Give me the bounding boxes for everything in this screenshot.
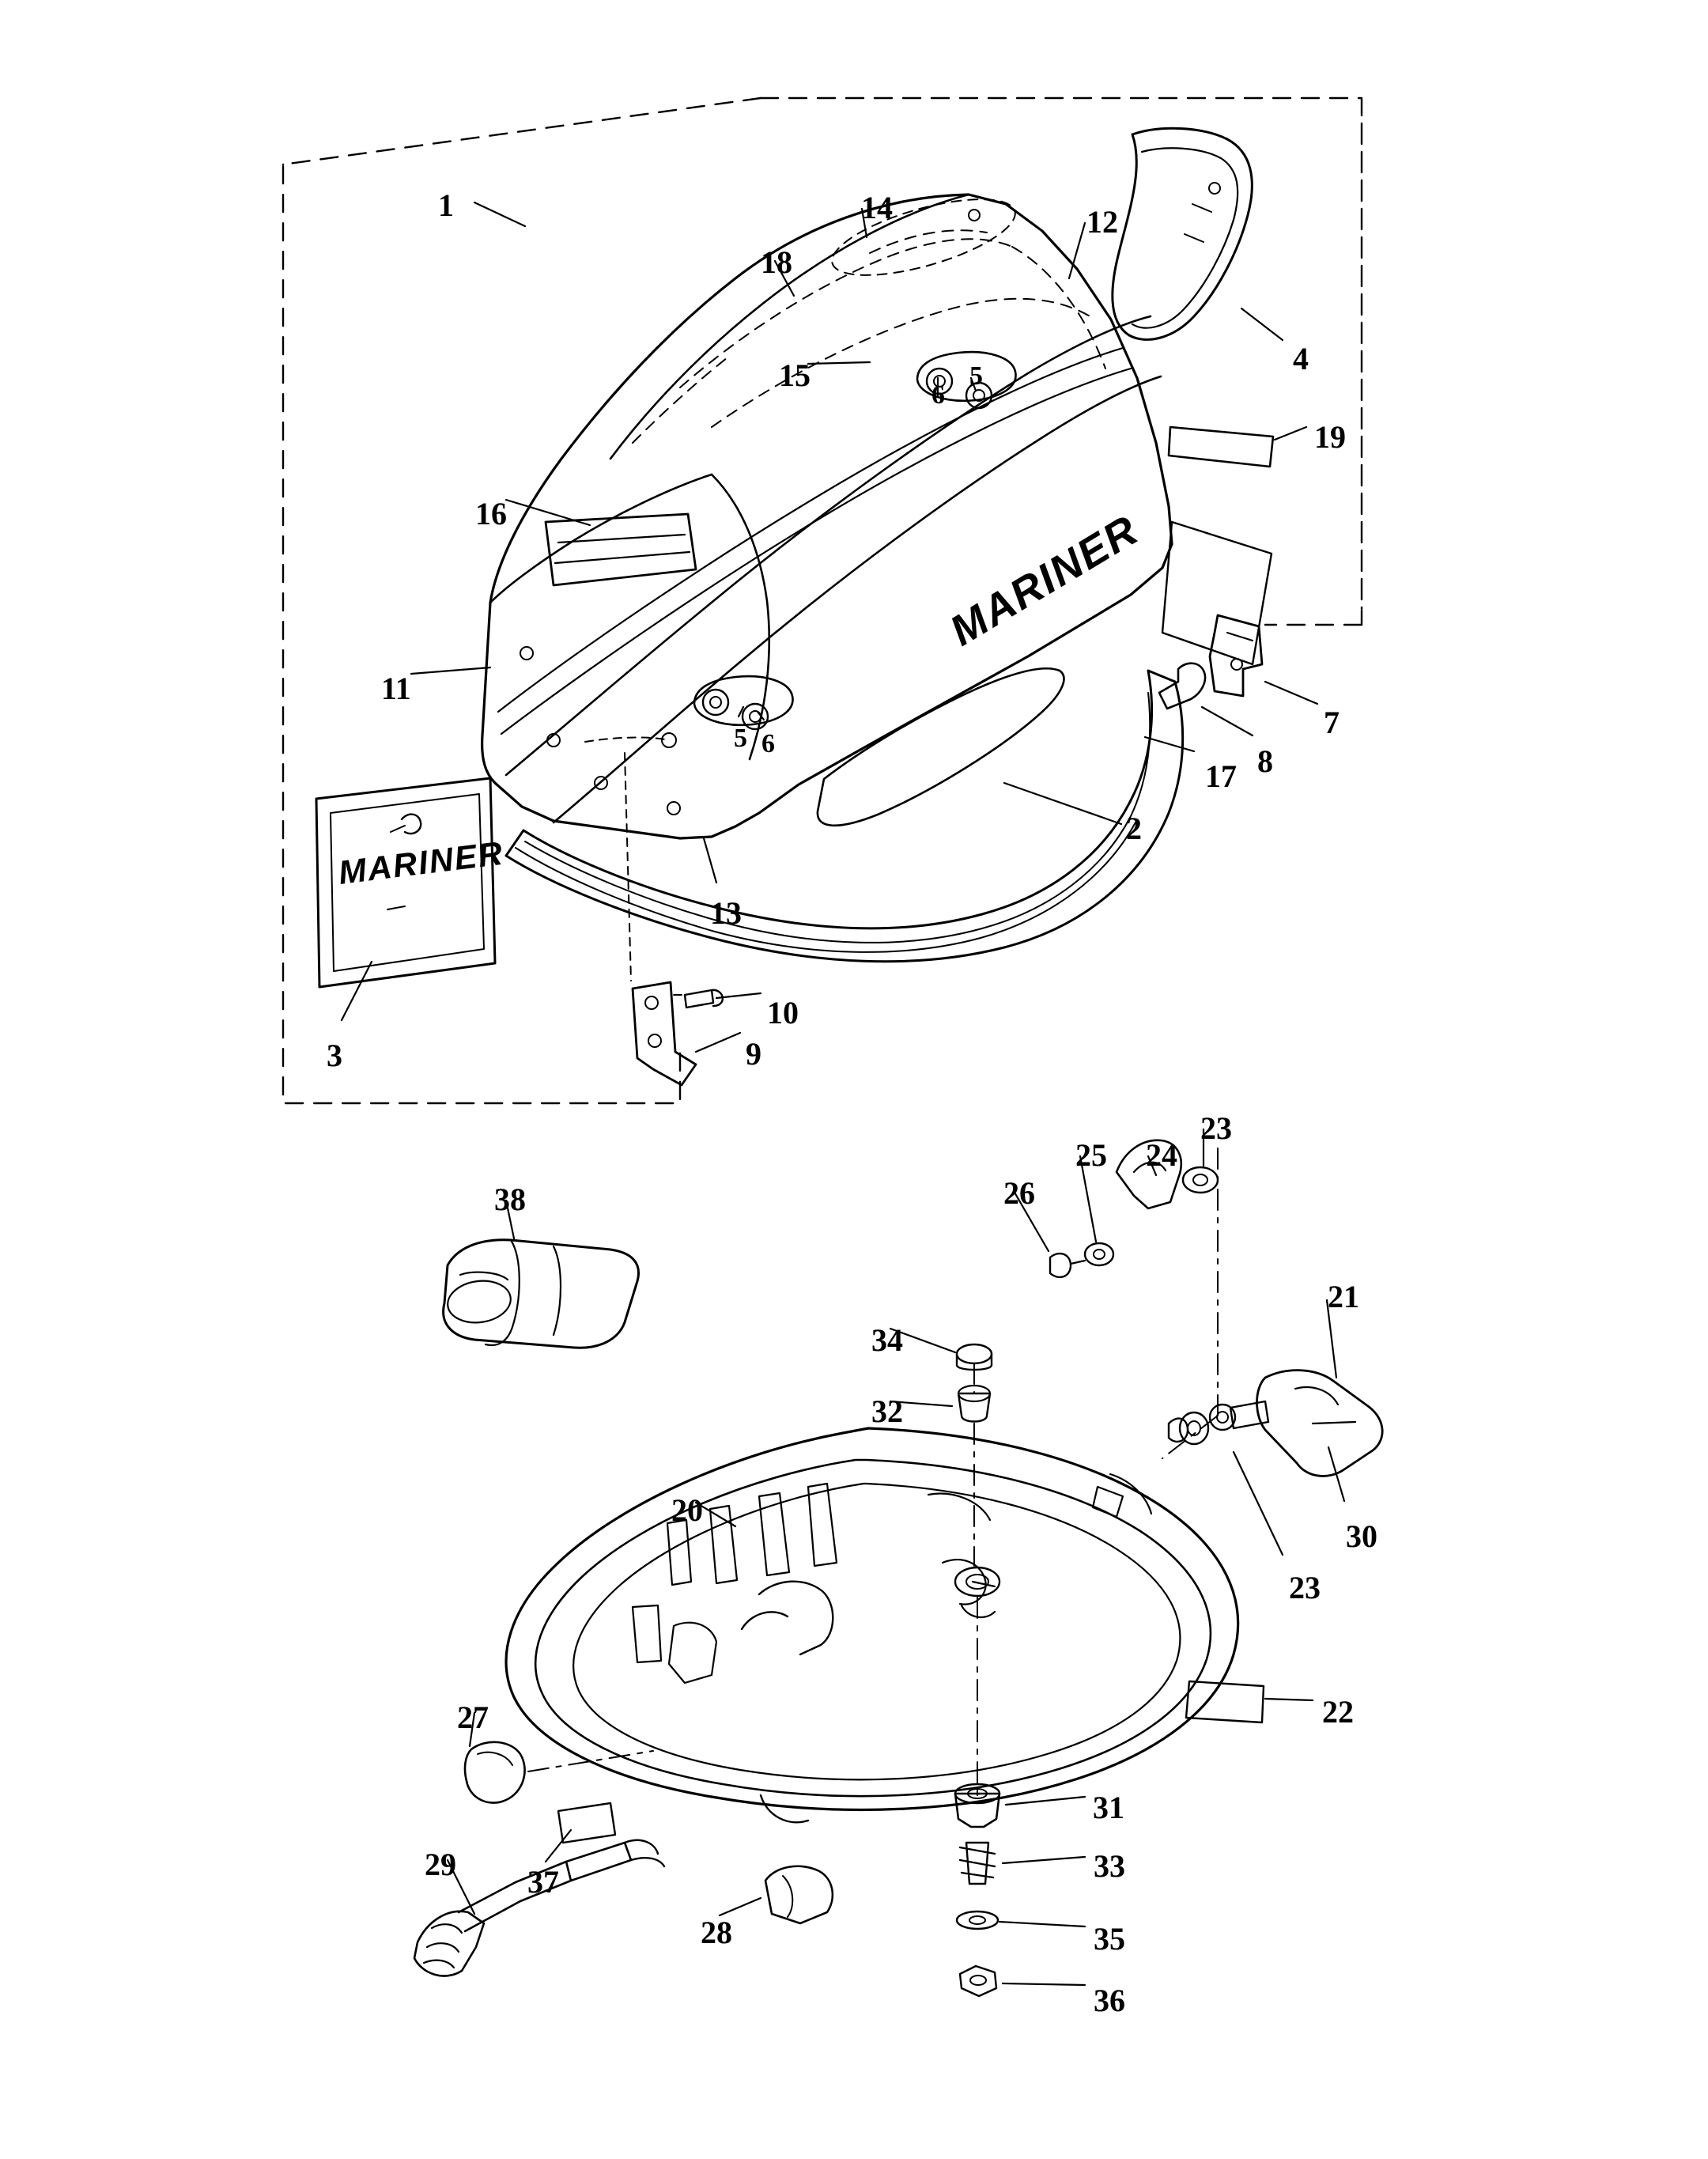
latch-hook: [1159, 664, 1205, 709]
callout-11-cowl-shell: 11: [381, 671, 411, 706]
cover-boot: [444, 1240, 639, 1348]
top-cowl-crease-2: [506, 316, 1151, 775]
callout-31-bushing: 31: [1093, 1790, 1124, 1825]
callout-32-stud: 32: [871, 1393, 903, 1429]
decal-22: [1186, 1681, 1264, 1722]
decal-tag-37: [558, 1803, 615, 1843]
right-rear-panel: [1162, 522, 1272, 664]
callout-37-decal-tag: 37: [527, 1864, 559, 1900]
svg-text:MARINER: MARINER: [942, 505, 1147, 656]
lower-bracket: [633, 982, 696, 1085]
locknut-36: [960, 1966, 996, 1996]
cowl-stripe-lower: [501, 369, 1131, 734]
callout-28-grommet-block: 28: [701, 1915, 732, 1950]
callout-38-cover-boot: 38: [494, 1182, 526, 1217]
bottom-cowl-outline: [506, 1428, 1238, 1809]
callout-26-screw-small: 26: [1003, 1175, 1035, 1211]
callout-13-lower-flange: 13: [710, 895, 742, 931]
callout-20-bottom-cowl: 20: [671, 1492, 703, 1528]
callout-19-side-decal: 19: [1314, 419, 1346, 455]
callout-4-access-cover: 4: [1293, 341, 1309, 376]
callout-3-name-plate-decal: 3: [327, 1038, 342, 1073]
cable-assembly-29: [566, 1843, 631, 1881]
nut-34: [957, 1344, 992, 1363]
callout-33-spring: 33: [1094, 1848, 1125, 1884]
callout-8-latch-hook: 8: [1257, 743, 1273, 779]
callout-14-top-surface: 14: [861, 190, 893, 225]
callout-22-decal-small: 22: [1322, 1694, 1354, 1730]
callout-34-nut: 34: [871, 1322, 903, 1358]
callout-12-access-opening: 12: [1086, 204, 1118, 240]
screw-10: [685, 990, 713, 1008]
callout-1-top-cowl-assembly: 1: [438, 187, 454, 223]
stud-32: [958, 1393, 990, 1422]
callout-10-screw: 10: [767, 995, 799, 1030]
plug-27: [465, 1742, 525, 1803]
callout-2-lower-trim-seal: 2: [1126, 811, 1142, 846]
washer-35: [957, 1911, 998, 1929]
callout-5-grommet-lower: 5: [734, 724, 747, 753]
callout-21-latch-lever: 21: [1328, 1279, 1359, 1314]
callout-16-front-vent: 16: [475, 496, 507, 531]
callout-15-decal-stripe: 15: [779, 357, 811, 393]
grommet-block-28: [765, 1866, 833, 1923]
spring-33: [960, 1847, 995, 1877]
callout-35-washer-lower: 35: [1094, 1921, 1125, 1957]
callout-7-latch-bracket: 7: [1324, 705, 1340, 740]
top-cowl-deck-edge: [610, 195, 969, 459]
callout-5-grommet-upper: 5: [969, 361, 983, 391]
callout-24-clamp: 24: [1146, 1137, 1177, 1173]
callout-30-pivot-pin: 30: [1346, 1518, 1377, 1554]
callout-25-washer: 25: [1075, 1137, 1107, 1173]
callout-29-cable-assembly: 29: [425, 1847, 456, 1882]
front-vent-opening: [546, 514, 696, 585]
bottom-cowl-inner-rim: [535, 1460, 1211, 1796]
callout-17-seal-trim: 17: [1205, 758, 1237, 794]
screw-26: [1050, 1253, 1071, 1277]
callout-18-upper-decal: 18: [761, 244, 792, 280]
svg-text:MARINER: MARINER: [336, 834, 506, 891]
front-lower-slot: [818, 668, 1064, 826]
callout-36-locknut: 36: [1094, 1983, 1125, 2018]
callout-27-plug: 27: [457, 1700, 489, 1735]
lower-trim-seal: [506, 671, 1183, 962]
callout-6-screw-lower: 6: [761, 729, 775, 758]
callout-23-nut-upper: 23: [1200, 1110, 1232, 1146]
callout-6-screw-upper: 6: [931, 380, 945, 410]
callout-23-nut-lower: 23: [1289, 1570, 1321, 1605]
bottom-cowl-lip: [573, 1484, 1180, 1779]
callout-9-bracket-lower: 9: [746, 1036, 761, 1072]
side-decal-strip: [1169, 427, 1273, 467]
access-cover-panel: [1113, 128, 1253, 339]
